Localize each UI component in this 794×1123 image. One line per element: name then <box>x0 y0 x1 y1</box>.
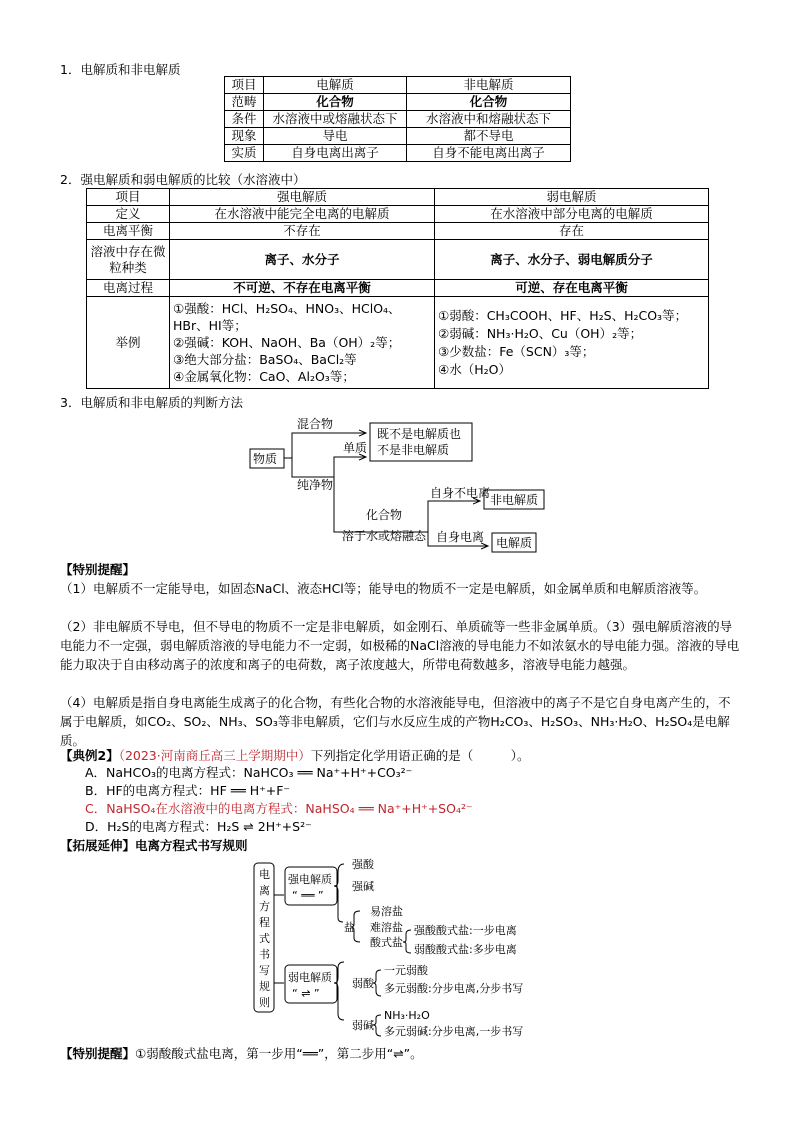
table-cell: 都不导电 <box>407 128 571 145</box>
table-cell: 项目 <box>87 189 170 206</box>
table-cell: 自身电离出离子 <box>264 145 407 162</box>
tip-1-para-1: （1）电解质不一定能导电，如固态NaCl、液态HCl等；能导电的物质不一定是电解质，如金属单质和电解质溶液等。 <box>60 581 707 596</box>
label-condition: 溶于水或熔融态 <box>342 529 427 543</box>
table-cell: 强电解质 <box>170 189 435 206</box>
label-insoluble-salt: 难溶盐 <box>370 921 403 934</box>
label-mono-acid: 一元弱酸 <box>384 964 428 977</box>
label-substance: 物质 <box>253 452 278 466</box>
table-cell: 可逆、存在电离平衡 <box>435 280 709 297</box>
table-cell: 不存在 <box>170 223 435 240</box>
section-2-title: 2．强电解质和弱电解质的比较（水溶液中） <box>60 172 306 187</box>
ionization-rules-diagram <box>0 850 794 1050</box>
example-line: ③少数盐：Fe（SCN）₃等； <box>438 344 595 359</box>
table-cell: 在水溶液中能完全电离的电解质 <box>170 206 435 223</box>
table-cell: 水溶液中和熔融状态下 <box>407 111 571 128</box>
example-line: ②弱碱：NH₃·H₂O、Cu（OH）₂等； <box>438 326 643 341</box>
vchar: 则 <box>259 996 270 1009</box>
vchar: 式 <box>259 932 270 945</box>
example-label: 【典例2】 <box>60 748 119 763</box>
label-acid-salt: 酸式盐 <box>370 936 403 949</box>
label-ionize: 自身电离 <box>436 530 485 544</box>
table-cell: 离子、水分子、弱电解质分子 <box>435 240 709 280</box>
label-nh3-h2o: NH₃·H₂O <box>384 1009 430 1022</box>
table-cell: 电离平衡 <box>87 223 170 240</box>
table-cell: 溶液中存在微粒种类 <box>87 240 170 280</box>
table-cell: 化合物 <box>264 94 407 111</box>
label-nonelectrolyte: 非电解质 <box>490 493 539 507</box>
label-electrolyte: 电解质 <box>496 536 533 550</box>
label-strong-base: 强碱 <box>352 880 374 893</box>
example-line: ④水（H₂O） <box>438 362 511 377</box>
label-strong-box: 强电解质 <box>288 873 332 886</box>
label-neither-1: 既不是电解质也 <box>377 427 462 441</box>
table-cell: 在水溶液中部分电离的电解质 <box>435 206 709 223</box>
table-cell: 存在 <box>435 223 709 240</box>
label-soluble-salt: 易溶盐 <box>370 905 403 918</box>
label-weak-acid-salt: 弱酸酸式盐:多步电离 <box>414 943 517 956</box>
table-cell: 现象 <box>225 128 264 145</box>
classification-diagram <box>0 0 794 560</box>
tip-2-text: ①弱酸酸式盐电离，第一步用“══”，第二步用“⇌”。 <box>135 1046 423 1061</box>
example-source: （2023·河南商丘高三上学期期中） <box>118 748 311 763</box>
vchar: 方 <box>259 900 270 913</box>
label-weak-acid: 弱酸 <box>352 977 374 990</box>
label-strong-acid: 强酸 <box>352 858 374 871</box>
table-cell: 实质 <box>225 145 264 162</box>
label-salt: 盐 <box>344 921 355 934</box>
vchar: 离 <box>259 884 270 897</box>
table-cell: 举例 <box>87 297 170 389</box>
section-3-title: 3．电解质和非电解质的判断方法 <box>60 395 243 410</box>
table-cell: 离子、水分子 <box>170 240 435 280</box>
table-cell: 条件 <box>225 111 264 128</box>
tip-1-para-2: （2）非电解质不导电，但不导电的物质不一定是非电解质，如金刚石、单质硫等一些非金属单质。（3）强电解质溶液的导电能力不一定强，弱电解质溶液的导电能力不一定弱，如极稀的NaCl溶液的导电能力不如浓氨水的导电能力强。溶液的导电能力取决于自由移动离子的浓度和离子的电荷数，离子浓度越大，所带电荷数越多，溶液导电能力越强。 <box>60 619 740 672</box>
option-d: D．H₂S的电离方程式：H₂S ⇌ 2H⁺+S²⁻ <box>85 819 312 834</box>
tip-1-label: 【特别提醒】 <box>60 562 136 577</box>
vchar: 书 <box>259 948 270 961</box>
option-b: B．HF的电离方程式：HF ══ H⁺+F⁻ <box>85 783 291 798</box>
table-cell: 定义 <box>87 206 170 223</box>
option-a: A．NaHCO₃的电离方程式：NaHCO₃ ══ Na⁺+H⁺+CO₃²⁻ <box>85 765 413 780</box>
label-weak-symbol: “ ⇌ ” <box>292 987 320 1000</box>
example-line: ①弱酸：CH₃COOH、HF、H₂S、H₂CO₃等； <box>438 308 688 323</box>
vchar: 电 <box>259 868 270 881</box>
table-cell: 水溶液中或熔融状态下 <box>264 111 407 128</box>
table-cell: 化合物 <box>407 94 571 111</box>
label-weak-base: 弱碱 <box>352 1019 374 1032</box>
example-line: ①强酸：HCl、H₂SO₄、HNO₃、HClO₄、 <box>173 301 401 316</box>
tip-1-para-3: （4）电解质是指自身电离能生成离子的化合物，有些化合物的水溶液能导电，但溶液中的离子不是它自身电离产生的，不属于电解质，如CO₂、SO₂、NH₃、SO₃等非电解质，它们与水反应生成的产物H₂CO₃、H₂SO₃、NH₃·H₂O、H₂SO₄是电解质。 <box>60 695 731 748</box>
vchar: 程 <box>259 916 270 929</box>
table-cell: 电离过程 <box>87 280 170 297</box>
label-strong-symbol: “ ══ ” <box>292 889 324 902</box>
example-question: 下列指定化学用语正确的是（ ）。 <box>310 748 530 763</box>
label-strong-acid-salt: 强酸酸式盐:一步电离 <box>414 924 517 937</box>
vchar: 写 <box>259 964 270 977</box>
extend-title: 【拓展延伸】电离方程式书写规则 <box>60 838 248 853</box>
label-poly-acid: 多元弱酸:分步电离,分步书写 <box>384 982 524 995</box>
table-cell: 非电解质 <box>407 77 571 94</box>
example-line: ②强碱：KOH、NaOH、Ba（OH）₂等； <box>173 335 401 350</box>
tip-2-label: 【特别提醒】 <box>60 1046 136 1061</box>
table-cell: 弱电解质 <box>435 189 709 206</box>
label-poly-base: 多元弱碱:分步电离,一步书写 <box>384 1025 524 1038</box>
label-mixture: 混合物 <box>297 417 334 431</box>
label-weak-box: 弱电解质 <box>288 971 332 984</box>
example-line: ④金属氧化物：CaO、Al₂O₃等； <box>173 369 355 384</box>
table-cell: 导电 <box>264 128 407 145</box>
tip-2 <box>60 1044 423 1062</box>
section-1-title: 1．电解质和非电解质 <box>60 62 181 77</box>
table-cell: 自身不能电离出离子 <box>407 145 571 162</box>
option-c: C．NaHSO₄在水溶液中的电离方程式：NaHSO₄ ══ Na⁺+H⁺+SO₄²⁻ <box>85 801 473 816</box>
label-element: 单质 <box>343 441 368 455</box>
example-header <box>60 746 530 764</box>
table-cell: 不可逆、不存在电离平衡 <box>170 280 435 297</box>
table-cell: 项目 <box>225 77 264 94</box>
table-cell: 电解质 <box>264 77 407 94</box>
example-line: HBr、HI等； <box>173 318 247 333</box>
label-pure: 纯净物 <box>297 478 334 492</box>
vchar: 规 <box>259 980 270 993</box>
label-no-ionize: 自身不电离 <box>430 486 491 500</box>
label-neither-2: 不是非电解质 <box>377 443 450 457</box>
table-cell: 范畴 <box>225 94 264 111</box>
example-line: ③绝大部分盐：BaSO₄、BaCl₂等 <box>173 352 357 367</box>
label-compound: 化合物 <box>366 508 403 522</box>
